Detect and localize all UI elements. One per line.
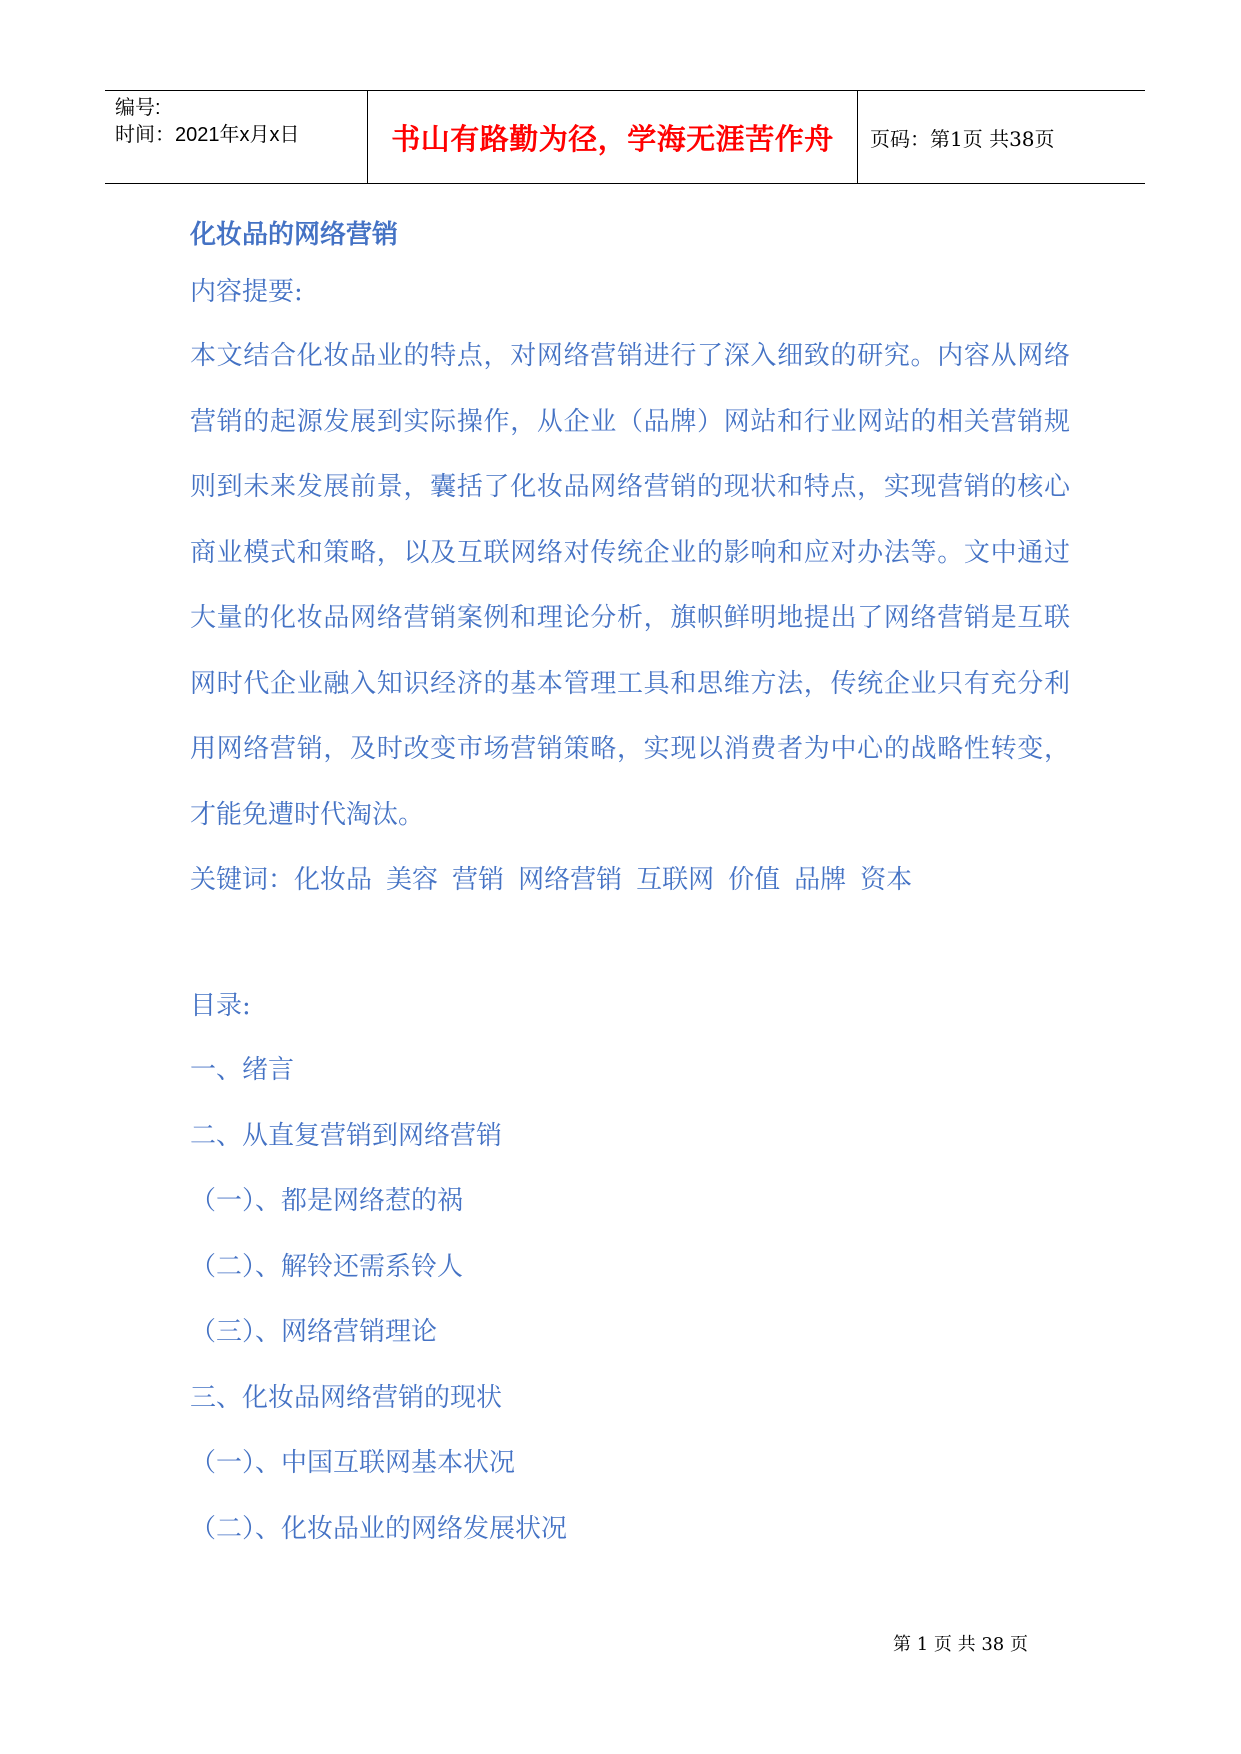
keyword: 网络营销 (518, 865, 623, 895)
keywords-line (190, 848, 1070, 912)
keyword: 资本 (860, 865, 913, 895)
toc-label: 目录: (190, 991, 251, 1021)
serial-label: 编号: (115, 97, 161, 119)
toc-item: （二）、解铃还需系铃人 (190, 1251, 464, 1282)
keyword: 价值 (728, 865, 781, 895)
toc-item: 二、从直复营销到网络营销 (190, 1120, 503, 1151)
keyword: 美容 (386, 865, 439, 895)
header-page-info: 页码：第1页 共38页 (870, 126, 1055, 151)
document-title: 化妆品的网络营销 (190, 220, 399, 250)
page-header (105, 90, 1145, 184)
abstract-label: 内容提要: (190, 277, 303, 307)
toc-item: （一）、中国互联网基本状况 (190, 1448, 516, 1478)
keywords-label: 关键词： (190, 865, 295, 895)
document-body (190, 218, 1070, 1562)
toc-item: （一）、都是网络惹的祸 (190, 1186, 464, 1216)
keyword: 品牌 (794, 865, 847, 895)
header-meta (105, 91, 368, 183)
date-label: 时间：2021年x月x日 (115, 124, 300, 146)
page-footer: 第 1 页 共 38 页 (893, 1634, 1028, 1655)
keyword: 化妆品 (294, 865, 373, 895)
toc-item: 一、绪言 (190, 1055, 295, 1085)
toc-item: （二）、化妆品业的网络发展状况 (190, 1513, 568, 1544)
keyword: 营销 (452, 865, 505, 895)
keyword: 互联网 (636, 865, 715, 895)
toc-item: （三）、网络营销理论 (190, 1317, 438, 1347)
abstract-body: 本文结合化妆品业的特点，对网络营销进行了深入细致的研究。内容从网络营销的起源发展到实际操作，从企业（品牌）网站和行业网站的相关营销规则到未来发展前景，囊括了化妆品网络营销的现状和特点，实现营销的核心商业模式和策略，以及互联网络对传统企业的影响和应对办法等。文中通过大量的化妆品网络营销案例和理论分析，旗帜鲜明地提出了网络营销是互联网时代企业融入知识经济的基本管理工具和思维方法，传统企业只有充分利用网络营销，及时改变市场营销策略，实现以消费者为中心的战略性转变，才能免遭时代淘汰。 (190, 341, 1070, 830)
toc-item: 三、化妆品网络营销的现状 (190, 1382, 503, 1413)
header-motto: 书山有路勤为径，学海无涯苦作舟 (368, 91, 858, 183)
